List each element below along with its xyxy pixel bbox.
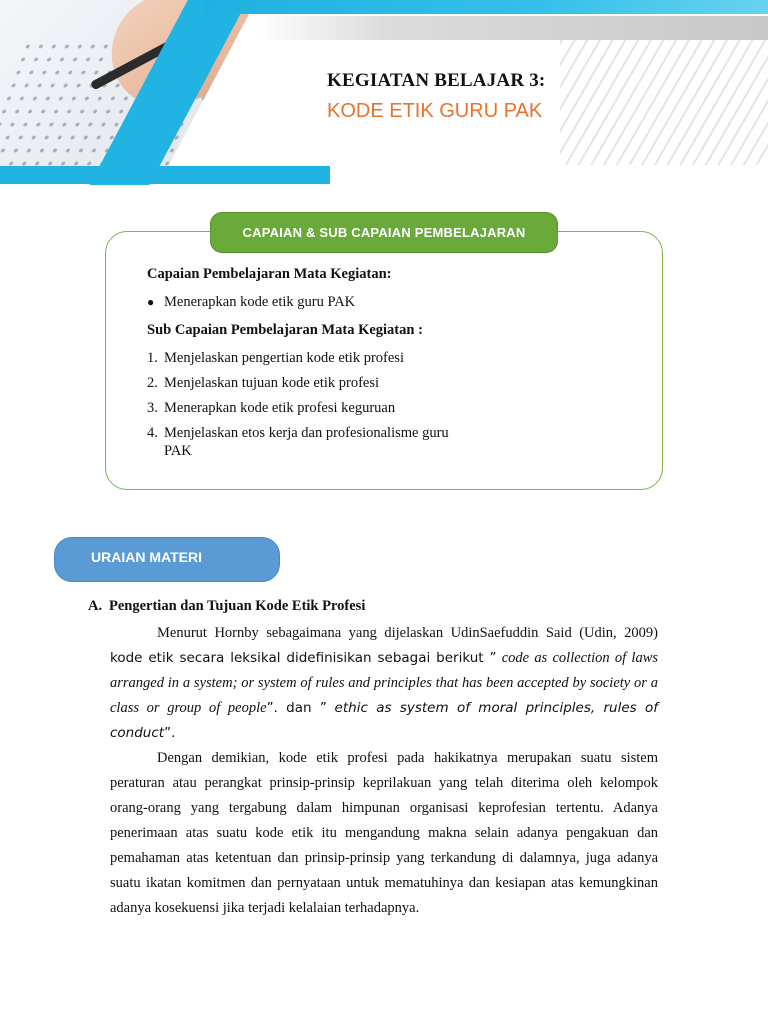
section-title: Pengertian dan Tujuan Kode Etik Profesi <box>109 598 366 614</box>
uraian-materi-label: URAIAN MATERI <box>91 549 202 565</box>
item-text: Menjelaskan etos kerja dan profesionalisme guru PAK <box>164 425 449 459</box>
sub-capaian-item <box>147 349 617 367</box>
item-number: 1. <box>147 350 158 366</box>
module-title: KODE ETIK GURU PAK <box>327 100 543 122</box>
uraian-materi-pill <box>54 537 280 582</box>
header-top-bar <box>205 0 768 14</box>
item-text: Menerapkan kode etik profesi keguruan <box>164 400 396 416</box>
item-text: Menjelaskan pengertian kode etik profesi <box>164 350 404 366</box>
paragraph-1 <box>110 621 658 746</box>
sub-capaian-item <box>147 424 617 460</box>
sub-capaian-heading: Sub Capaian Pembelajaran Mata Kegiatan : <box>147 322 423 338</box>
p1-quote-2: ethic as system of moral principles, rules of conduct <box>110 700 658 741</box>
header-hatch-pattern <box>560 40 768 165</box>
capaian-pill: CAPAIAN & SUB CAPAIAN PEMBELAJARAN <box>210 212 558 253</box>
capaian-bullet-text: Menerapkan kode etik guru PAK <box>164 294 356 310</box>
body-text <box>110 621 658 921</box>
capaian-content <box>147 265 617 467</box>
item-number: 3. <box>147 400 158 416</box>
module-label: KEGIATAN BELAJAR 3: <box>327 70 546 91</box>
p1-close: ”. <box>164 725 176 741</box>
sub-capaian-item <box>147 374 617 392</box>
capaian-bullet <box>147 293 617 311</box>
header-blue-bar <box>0 166 330 184</box>
page-header <box>0 0 768 185</box>
section-letter: A. <box>88 598 103 614</box>
paragraph-2: Dengan demikian, kode etik profesi pada hakikatnya merupakan suatu sistem peraturan atau perangkat prinsip-prinsip keprilakuan yang telah diterima oleh kelompok orang-orang yang tergabung dalam himpunan organisasi keprofesian tertentu. Adanya penerimaan atas suatu kode etik itu mengandung makna selain adanya pengakuan dan pemahaman atas ketentuan dan prinsip-prinsip yang terkandung di dalamnya, juga adanya suatu ikatan komitmen dan pernyataan untuk mematuhinya dan kesiapan atas kemungkinan adanya kosekuensi jika terjadi kelalaian terhadapnya. <box>110 750 658 916</box>
item-text: Menjelaskan tujuan kode etik profesi <box>164 375 380 391</box>
bullet-icon: ● <box>147 295 155 309</box>
item-number: 4. <box>147 425 158 441</box>
section-heading <box>88 598 365 615</box>
p1-definition-lead: kode etik secara leksikal didefinisikan sebagai berikut ” <box>110 650 497 666</box>
item-number: 2. <box>147 375 158 391</box>
p1-quote-1: code as collection of laws arranged in a system; or system of rules and principles that has been accepted by society or a class or group of people <box>110 650 659 716</box>
p1-connector: ”. dan ” <box>266 700 327 716</box>
sub-capaian-item <box>147 399 617 417</box>
p1-intro: Menurut Hornby sebagaimana yang dijelaskan UdinSaefuddin Said (Udin, 2009) <box>157 625 658 641</box>
capaian-heading: Capaian Pembelajaran Mata Kegiatan: <box>147 266 392 282</box>
header-gray-band <box>255 16 768 40</box>
